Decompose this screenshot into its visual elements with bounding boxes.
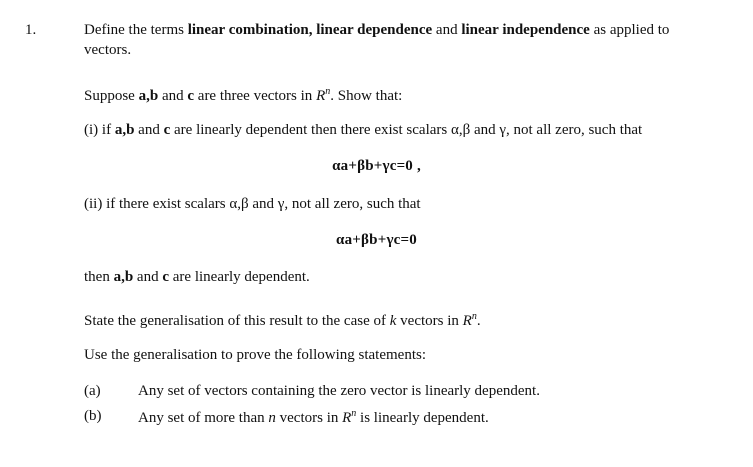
part-i-line: (i) if a,b and c are linearly dependent then there exist scalars α,β and γ, not all zero, such that: [84, 122, 643, 138]
equation-2: αa+βb+γc=0: [336, 232, 417, 248]
state-line: State the generalisation of this result to the case of k vectors in $R^n$.: [84, 311, 481, 329]
item-b-text: Any set of more than n vectors in $R^n$ is linearly dependent.: [138, 408, 489, 426]
suppose-line: Suppose a,b and c are three vectors in $R^n$. Show that:: [84, 86, 403, 104]
term-independence: linear independence: [461, 22, 590, 38]
part-ii-line: (ii) if there exist scalars α,β and γ, not all zero, such that: [84, 196, 421, 212]
definition-line: Define the terms linear combination, linear dependence and linear independence as applied to: [84, 22, 670, 38]
item-a-text: Any set of vectors containing the zero vector is linearly dependent.: [138, 383, 540, 399]
equation-1: αa+βb+γc=0 ,: [332, 158, 421, 174]
question-number: 1.: [25, 22, 37, 38]
use-line: Use the generalisation to prove the following statements:: [84, 347, 426, 363]
then-line: then a,b and c are linearly dependent.: [84, 269, 310, 285]
term-combination-dependence: linear combination, linear dependence: [187, 22, 433, 38]
item-a-marker: (a): [84, 383, 101, 399]
item-b-marker: (b): [84, 408, 102, 424]
definition-line-cont: vectors.: [84, 42, 132, 58]
